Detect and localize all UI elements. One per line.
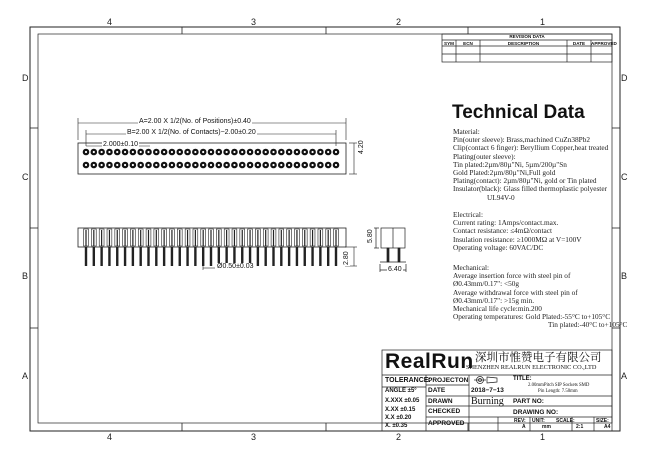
spec-line: Pin(outer sleeve): Brass,machined CuZn38Pb2 — [453, 135, 590, 145]
pin-hole-center — [288, 151, 290, 153]
pin-hole-center — [210, 164, 212, 166]
pin-hole-center — [249, 151, 251, 153]
zone-right-a: A — [621, 371, 628, 381]
pin-hole-center — [304, 151, 306, 153]
pin-hole-center — [233, 164, 235, 166]
revision-col-sym: SYM — [444, 41, 454, 46]
pin-hole-center — [140, 164, 142, 166]
size-label: SIZE: — [596, 418, 609, 424]
pin-hole-center — [335, 151, 337, 153]
pin-hole-center — [85, 164, 87, 166]
pin-hole-center — [226, 151, 228, 153]
revision-col-description: DESCRIPTION — [507, 41, 540, 46]
material-specs — [453, 128, 608, 202]
tolerance-angle: ANGLE ±5° — [385, 388, 417, 394]
pin-hole-center — [319, 151, 321, 153]
spec-line: Electrical: — [453, 210, 483, 219]
pin-hole-center — [327, 151, 329, 153]
pin-tail — [93, 247, 95, 266]
zone-left-b: B — [22, 271, 29, 281]
front-view-connector — [78, 228, 346, 266]
pin-hole-center — [311, 164, 313, 166]
electrical-specs — [453, 211, 582, 252]
pin-hole-center — [202, 164, 204, 166]
tolerance-xxxx: X.XXX ±0.05 — [385, 398, 420, 404]
rev-value: A — [522, 424, 526, 430]
zone-bottom-4: 4 — [107, 432, 113, 442]
spec-line: UL94V-0 — [487, 192, 515, 202]
pin-tail — [288, 247, 290, 266]
spec-line: Contact resistance: ≤4mΩ/contact — [453, 226, 552, 236]
spec-line: Insulation resistance: ≥1000MΩ at V=100V — [453, 234, 582, 244]
spec-line: Operating voltage: 60VAC/DC — [453, 242, 544, 252]
pin-tail — [179, 247, 181, 266]
unit-value: mm — [542, 424, 551, 430]
projection-symbol-icon — [474, 377, 497, 384]
spec-line: Clip(contact 6 finger): Beryllium Copper,heat treated — [453, 143, 609, 153]
zone-top-1: 1 — [540, 17, 546, 27]
technical-data-heading: Technical Data — [452, 102, 585, 123]
pin-hole-center — [335, 164, 337, 166]
pin-hole-center — [327, 164, 329, 166]
pin-tail — [319, 247, 321, 266]
zone-left-d: D — [22, 73, 29, 83]
pin-hole-center — [311, 151, 313, 153]
dim-pitch-label: 2.000±0.10 — [103, 141, 138, 148]
projection-label: PROJECTON — [428, 377, 469, 384]
pin-hole-center — [218, 151, 220, 153]
spec-line: Tin plated:-40°C to+105°C — [548, 320, 628, 330]
pin-tail — [100, 247, 102, 266]
pin-hole-center — [257, 164, 259, 166]
spec-line: Tin plated:2µm/80µ"Ni, 5µm/200µ"Sn — [453, 159, 567, 169]
pin-hole-center — [265, 151, 267, 153]
company-name-en: SHENZHEN REALRUN ELECTRONIC CO.,LTD — [466, 364, 597, 371]
spec-line: Insulator(black): Glass filled thermoplastic polyester — [453, 184, 608, 194]
pin-tail — [108, 247, 110, 266]
title-label: TITLE: — [513, 376, 532, 382]
pin-hole-center — [288, 164, 290, 166]
zone-right-b: B — [621, 271, 628, 281]
front-view-body — [78, 228, 346, 247]
pin-tail — [116, 247, 118, 266]
pin-hole-center — [124, 151, 126, 153]
spec-line: Mechanical life cycle:min.200 — [453, 304, 542, 314]
zone-top-3: 3 — [251, 17, 257, 27]
date-label: DATE — [428, 387, 446, 394]
mechanical-specs — [453, 264, 627, 330]
pin-hole-center — [101, 164, 103, 166]
pin-hole-center — [163, 164, 165, 166]
pin-hole-center — [319, 164, 321, 166]
pin-tail — [124, 247, 126, 266]
zone-left-a: A — [22, 371, 29, 381]
pin-hole-center — [155, 164, 157, 166]
pin-hole-center — [296, 164, 298, 166]
pin-hole-center — [171, 164, 173, 166]
spec-line: Current rating: 1Amps/contact.max. — [453, 218, 559, 228]
dim-height-label: 4.20 — [358, 140, 365, 154]
part-no-label: PART NO: — [513, 398, 544, 405]
pin-hole-center — [163, 151, 165, 153]
pin-tail — [155, 247, 157, 266]
pin-hole-center — [194, 151, 196, 153]
pin-hole-center — [132, 164, 134, 166]
pin-hole-center — [85, 151, 87, 153]
pin-hole-center — [101, 151, 103, 153]
pin-hole-center — [218, 164, 220, 166]
pin-hole-center — [116, 164, 118, 166]
pin-hole-center — [249, 164, 251, 166]
zone-right-c: C — [621, 172, 628, 182]
pin-hole-center — [179, 164, 181, 166]
pin-tail — [304, 247, 306, 266]
pin-tail — [132, 247, 134, 266]
pin-tail — [85, 247, 87, 266]
pin-hole-center — [116, 151, 118, 153]
zone-bottom-3: 3 — [251, 432, 257, 442]
spec-line: Material: — [453, 127, 480, 136]
tolerance-x: X. ±0.35 — [385, 423, 408, 429]
dim-side-height-label: 5.80 — [367, 229, 374, 243]
scale-value: 2:1 — [576, 424, 584, 430]
dim-pin-diameter-label: Ø0.50±0.03 — [217, 263, 254, 270]
dim-b-label: B=2.00 X 1/2(No. of Contacts)−2.00±0.20 — [127, 129, 256, 136]
pin-tail — [296, 247, 298, 266]
drawing-no-label: DRAWING NO: — [513, 409, 559, 416]
spec-line: Gold Plated:2µm/80µ"Ni,Full gold — [453, 168, 556, 178]
pin-tail — [194, 247, 196, 266]
pin-hole-center — [194, 164, 196, 166]
dim-a-label: A=2.00 X 1/2(No. of Positions)±0.40 — [139, 118, 251, 125]
pin-hole-center — [265, 164, 267, 166]
pin-hole-center — [210, 151, 212, 153]
title-line-1: 2.00mmPitch SIP Sockets SMD — [528, 383, 590, 388]
pin-hole-center — [171, 151, 173, 153]
pin-tail — [186, 247, 188, 266]
revision-title: REVISION DATA — [509, 34, 545, 39]
pin-tail — [163, 247, 165, 266]
pin-hole-center — [108, 164, 110, 166]
rev-label: REV: — [514, 418, 526, 424]
pin-hole-center — [140, 151, 142, 153]
checked-label: CHECKED — [428, 408, 461, 415]
revision-col-approved: APPROVED — [591, 41, 617, 46]
spec-line: Mechanical: — [453, 263, 490, 272]
size-value: A4 — [604, 424, 611, 430]
pin-hole-center — [93, 151, 95, 153]
zone-top-4: 4 — [107, 17, 113, 27]
company-name-cn: 深圳市惟赞电子有限公司 — [475, 352, 602, 364]
dim-side-width-label: 6.40 — [388, 266, 402, 273]
spec-line: Operating temperatures: Gold Plated:-55°C to+105°C — [453, 312, 611, 322]
pin-hole-center — [132, 151, 134, 153]
pin-hole-center — [147, 151, 149, 153]
unit-label: UNIT: — [532, 418, 545, 424]
pin-tail — [171, 247, 173, 266]
pin-hole-center — [226, 164, 228, 166]
pin-hole-center — [272, 151, 274, 153]
tolerance-xx: X.X ±0.20 — [385, 415, 412, 421]
revision-col-date: DATE — [572, 41, 586, 46]
spec-line: Average insertion force with steel pin of — [453, 271, 571, 281]
spec-line: Plating(outer sleeve): — [453, 151, 516, 161]
zone-bottom-1: 1 — [540, 432, 546, 442]
zone-bottom-2: 2 — [396, 432, 402, 442]
pin-hole-center — [186, 151, 188, 153]
zone-left-c: C — [22, 172, 29, 182]
pin-tail — [311, 247, 313, 266]
pin-tail — [272, 247, 274, 266]
scale-label: SCALE: — [556, 418, 575, 424]
title-line-2: Pin Length: 7.50mm — [538, 389, 578, 394]
spec-line: Average withdrawal force with steel pin of — [453, 287, 578, 297]
pin-hole-center — [241, 164, 243, 166]
pin-hole-center — [304, 164, 306, 166]
pin-hole-center — [202, 151, 204, 153]
pin-hole-center — [233, 151, 235, 153]
pin-tail — [264, 247, 266, 266]
pin-hole-center — [179, 151, 181, 153]
pin-hole-center — [272, 164, 274, 166]
pin-tail — [257, 247, 259, 266]
tolerance-label: TOLERANCE: — [385, 377, 431, 384]
pin-hole-center — [155, 151, 157, 153]
approved-label: APPROVED — [428, 420, 465, 427]
revision-col-ecn: ECN — [463, 41, 473, 46]
pin-hole-center — [124, 164, 126, 166]
pin-hole-center — [280, 151, 282, 153]
zone-right-d: D — [621, 73, 628, 83]
zone-top-2: 2 — [396, 17, 402, 27]
pin-hole-center — [257, 151, 259, 153]
pin-tail — [327, 247, 329, 266]
spec-line: Ø0.43mm/0.17": >15g min. — [453, 295, 535, 305]
spec-line: Ø0.43mm/0.17": <50g — [453, 279, 520, 289]
realrun-logo: RealRun — [385, 350, 474, 373]
pin-hole-center — [147, 164, 149, 166]
dim-pin-height-label: 2.80 — [343, 251, 350, 265]
pin-tail — [139, 247, 141, 266]
drawn-value: Burning — [471, 396, 504, 407]
spec-line: Plating(contact): 2µm/80µ"Ni, gold or Tin plated — [453, 176, 597, 186]
pin-hole-center — [93, 164, 95, 166]
date-value: 2018−7−13 — [471, 387, 504, 394]
tolerance-xxx: X.XX ±0.15 — [385, 407, 416, 413]
drawn-label: DRAWN — [428, 398, 453, 405]
pin-hole-center — [241, 151, 243, 153]
pin-tail — [147, 247, 149, 266]
pin-hole-center — [108, 151, 110, 153]
pin-hole-center — [280, 164, 282, 166]
pin-tail — [210, 247, 212, 266]
pin-hole-center — [186, 164, 188, 166]
pin-tail — [280, 247, 282, 266]
pin-hole-center — [296, 151, 298, 153]
pin-tail — [335, 247, 337, 266]
